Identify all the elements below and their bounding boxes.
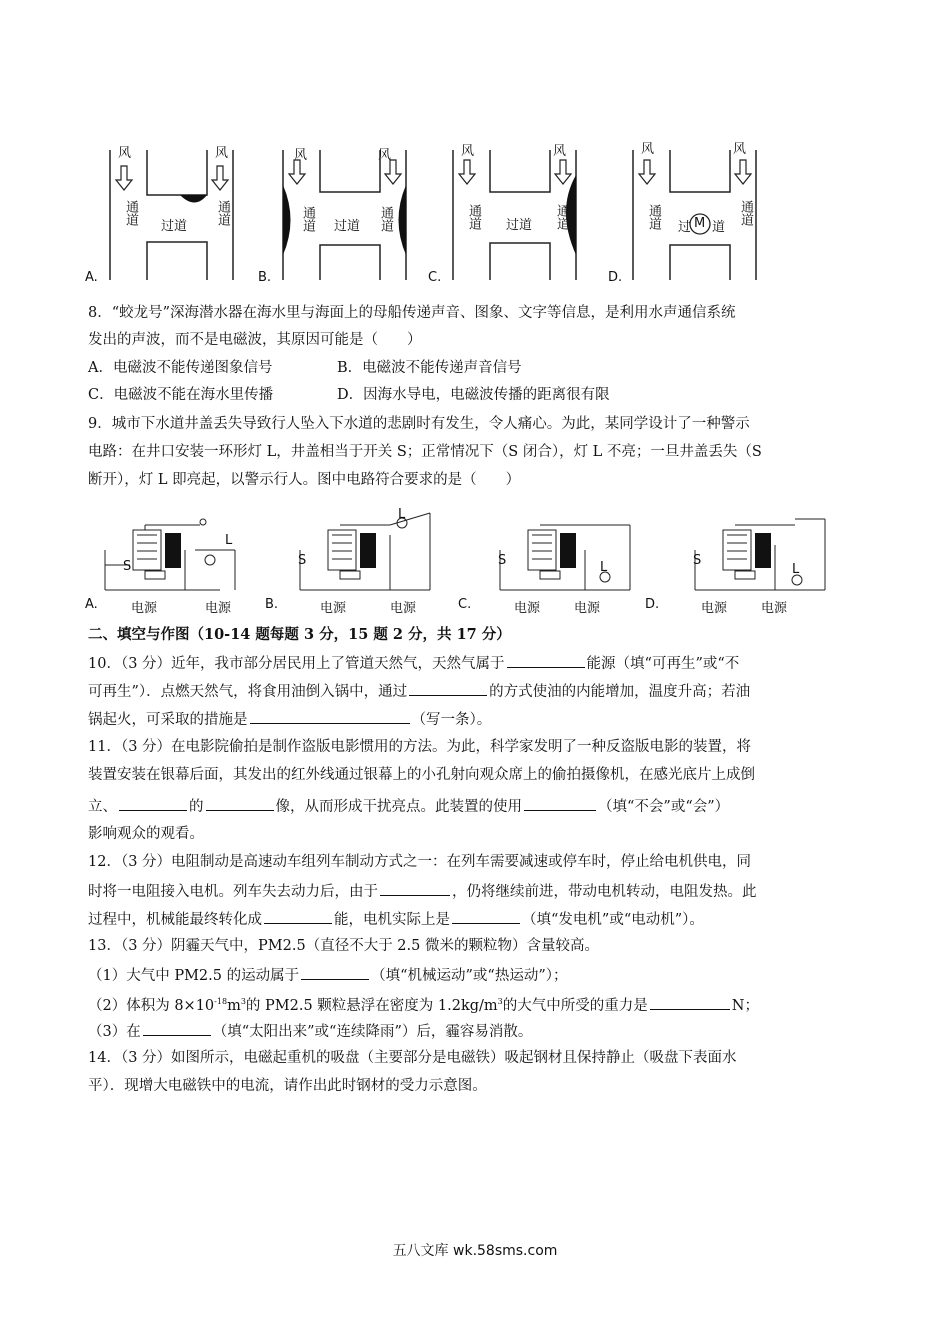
switch-label: S (693, 553, 702, 568)
lamp-label: L (600, 560, 608, 575)
q9-option-b: B. (265, 597, 279, 612)
q14-line1: 14．（3 分）如图所示，电磁起重机的吸盘（主要部分是电磁铁）吸起钢材且保持静止（吸盘下表面水 (88, 1050, 737, 1066)
footer-watermark: 五八文库 wk.58sms.com (392, 1243, 558, 1259)
q9-circuit-d (645, 505, 835, 616)
answer-blank[interactable] (301, 964, 369, 980)
q9-circuits (85, 505, 865, 615)
wind-label: 风 (553, 144, 567, 159)
q9-option-c: C. (458, 597, 472, 612)
wind-label: 风 (118, 146, 132, 161)
passage-label: 过道 (161, 219, 188, 234)
q7-figure-c (428, 130, 598, 285)
q13-line1: 13．（3 分）阴霾天气中，PM2.5（直径不大于 2.5 微米的颗粒物）含量较高。 (88, 938, 599, 954)
q9-line3: 断开），灯 L 即亮起，以警示行人。图中电路符合要求的是（ ） (88, 472, 521, 488)
wind-label: 风 (294, 148, 308, 163)
answer-blank[interactable] (143, 1020, 211, 1036)
q12-line2: 时将一电阻接入电机。列车失去动力后，由于 ，仍将继续前进，带动电机转动，电阻发热。此 (88, 880, 757, 902)
power-label: 电源 (761, 601, 788, 616)
answer-blank[interactable] (409, 680, 487, 696)
power-label: 电源 (514, 601, 541, 616)
wind-label: 风 (378, 148, 392, 163)
wind-label: 风 (215, 146, 229, 161)
answer-blank[interactable] (380, 880, 450, 896)
power-label: 电源 (574, 601, 601, 616)
q7-option-d: D. (608, 270, 623, 285)
q9-circuit-b (265, 505, 440, 616)
power-label: 电源 (131, 601, 158, 616)
passage-label: 过 (678, 220, 692, 235)
lamp-label: L (398, 507, 406, 522)
answer-blank[interactable] (452, 908, 520, 924)
answer-blank[interactable] (119, 795, 187, 811)
q8-option-d: D．因海水导电，电磁波传播的距离很有限 (337, 387, 610, 403)
channel-label: 通道 (554, 204, 569, 230)
passage-label: 过道 (506, 218, 533, 233)
switch-label: S (498, 553, 507, 568)
switch-label: S (123, 559, 132, 574)
q12-line1: 12．（3 分）电阻制动是高速动车组列车制动方式之一：在列车需要减速或停车时，停止给电机供电，同 (88, 854, 752, 870)
q9-option-a: A. (85, 597, 98, 612)
power-label: 电源 (701, 601, 728, 616)
q7-option-b: B. (258, 270, 272, 285)
q8-stem-line1: 8．“蛟龙号”深海潜水器在海水里与海面上的母船传递声音、图象、文字等信息，是利用水声通信系统 (88, 305, 736, 321)
answer-blank[interactable] (524, 795, 596, 811)
power-label: 电源 (205, 601, 232, 616)
q14-line2: 平）．现增大电磁铁中的电流，请作出此时钢材的受力示意图。 (88, 1078, 487, 1094)
switch-label: S (298, 553, 307, 568)
q7-figure-b (258, 130, 428, 285)
motor-label: M (694, 216, 706, 231)
q9-circuit-c (458, 505, 640, 616)
wind-label: 风 (733, 142, 747, 157)
answer-blank[interactable] (650, 994, 730, 1010)
wind-label: 风 (461, 144, 475, 159)
wind-label: 风 (641, 142, 655, 157)
section2-title: 二、填空与作图（10-14 题每题 3 分，15 题 2 分，共 17 分） (88, 626, 511, 643)
lamp-label: L (792, 562, 800, 577)
channel-label: 通道 (378, 206, 393, 232)
q13-part3: （3）在 （填“太阳出来”或“连续降雨”）后，霾容易消散。 (88, 1020, 532, 1042)
q13-part1: （1）大气中 PM2.5 的运动属于 （填“机械运动”或“热运动”）； (88, 964, 568, 986)
q8-stem-line2: 发出的声波，而不是电磁波，其原因可能是（ ） (88, 332, 422, 348)
passage-label: 道 (712, 220, 726, 235)
q8-option-a: A．电磁波不能传递图象信号 (88, 360, 273, 376)
answer-blank[interactable] (250, 708, 410, 724)
q8-option-c: C．电磁波不能在海水里传播 (88, 387, 274, 403)
answer-blank[interactable] (206, 795, 274, 811)
channel-label: 通道 (738, 200, 753, 226)
power-label: 电源 (390, 601, 417, 616)
channel-label: 通道 (646, 204, 661, 230)
answer-blank[interactable] (264, 908, 332, 924)
q7-figures (85, 130, 885, 290)
channel-label: 通道 (466, 204, 481, 230)
q7-option-c: C. (428, 270, 442, 285)
q9-line2: 电路：在井口安装一环形灯 L，井盖相当于开关 S；正常情况下（S 闭合），灯 L 不亮；一旦井盖丢失（S (88, 444, 762, 460)
q10-line2: 可再生”）．点燃天然气，将食用油倒入锅中，通过 的方式使油的内能增加，温度升高；若油 (88, 680, 750, 702)
q9-option-d: D. (645, 597, 660, 612)
q11-line3: 立、 的 像，从而形成干扰亮点。此装置的使用 （填“不会”或“会”） (88, 795, 729, 817)
q13-part2: （2）体积为 $8\times 10^{-18}m^3$的 PM2.5 颗粒悬浮在密度为 $1.2kg/m^3$的大气中所受的重力是 N； (88, 992, 759, 1016)
channel-label: 通道 (215, 200, 230, 226)
q9-line1: 9．城市下水道井盖丢失导致行人坠入下水道的悲剧时有发生，令人痛心。为此，某同学设计了一种警示 (88, 416, 750, 432)
q10-line3: 锅起火，可采取的措施是 （写一条）。 (88, 708, 491, 730)
q11-line2: 装置安装在银幕后面，其发出的红外线通过银幕上的小孔射向观众席上的偷拍摄像机，在感光底片上成倒 (88, 767, 755, 783)
channel-label: 通道 (300, 206, 315, 232)
power-label: 电源 (320, 601, 347, 616)
q11-line4: 影响观众的观看。 (88, 826, 204, 842)
q9-circuit-a (85, 505, 245, 616)
lamp-label: L (225, 533, 233, 548)
q12-line3: 过程中，机械能最终转化成 能，电机实际上是 （填“发电机”或“电动机”）。 (88, 908, 704, 930)
q11-line1: 11．（3 分）在电影院偷拍是制作盗版电影惯用的方法。为此，科学家发明了一种反盗版电影的装置，将 (88, 739, 752, 755)
channel-label: 通道 (123, 200, 138, 226)
answer-blank[interactable] (507, 652, 585, 668)
q7-figure-a (85, 130, 255, 285)
q7-option-a: A. (85, 270, 98, 285)
passage-label: 过道 (334, 219, 361, 234)
q7-figure-d (608, 130, 778, 285)
q8-option-b: B．电磁波不能传递声音信号 (337, 360, 522, 376)
q10-line1: 10．（3 分）近年，我市部分居民用上了管道天然气，天然气属于 能源（填“可再生”或“不 (88, 652, 739, 674)
